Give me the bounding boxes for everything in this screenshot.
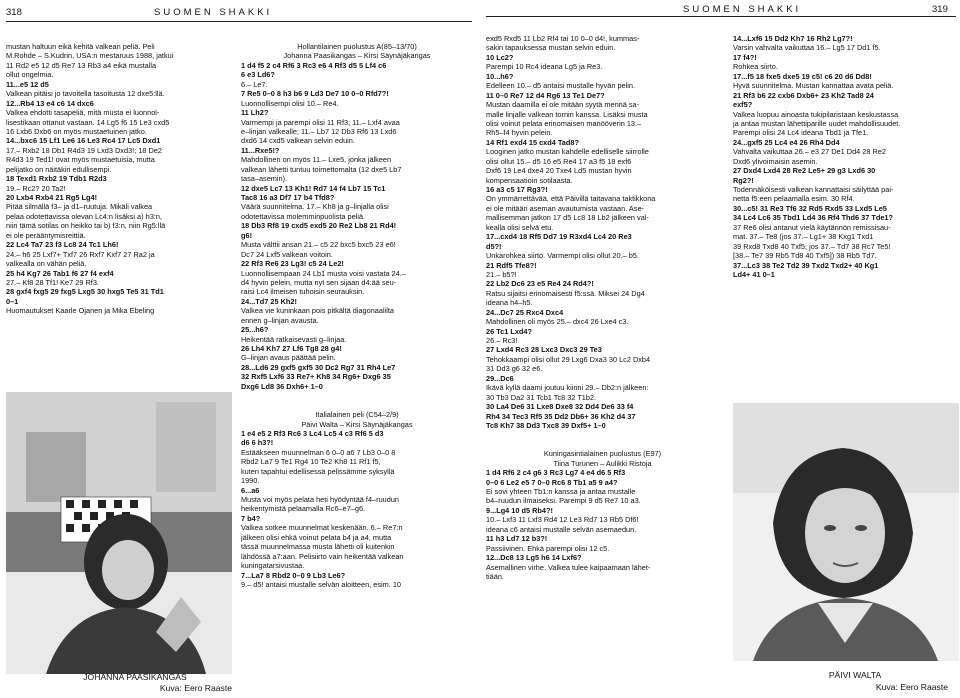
text-line: Italialainen peli (C54–2/9) bbox=[315, 410, 399, 420]
text-line: d5?! bbox=[486, 241, 502, 251]
text-line: 12 dxe5 Lc7 13 Kh1! Rd7 14 f4 Lb7 15 Tc1 bbox=[241, 183, 386, 193]
photo-caption-johanna: JOHANNA PAASIKANGAS bbox=[83, 672, 187, 682]
text-line: Todennäköisesti valkean kannattaisi säilyttää pai- bbox=[733, 185, 894, 194]
text-line: 12...Rb4 13 e4 c6 14 dxc6 bbox=[6, 98, 94, 108]
header-rule-right bbox=[486, 16, 956, 17]
photo-credit-left: Kuva: Eero Raaste bbox=[159, 683, 232, 693]
text-line: dxd6 14 cxd5 valkean selvin eduin. bbox=[241, 136, 355, 146]
text-line: Rh5–f4 hyvin pelein. bbox=[486, 128, 553, 138]
text-line: lisestikaan ottanut vastaan. 14 Lg5 f6 15 Le3 cxd5 bbox=[6, 117, 170, 127]
text-line: Väärä suunnitelma. 17.– Kh8 ja g–linjalla olisi bbox=[241, 202, 389, 212]
text-line: 21 Rdf5 Tfe8?! bbox=[486, 260, 537, 270]
text-line: ollut ongelmia. bbox=[6, 70, 54, 80]
text-line: kealla olisi selvä etu. bbox=[486, 222, 554, 232]
text-line: G–linjan avaus päättää pelin. bbox=[241, 353, 336, 363]
text-line: valkean lähetti tuntuu toimettomalta (12 dxe5 Lb7 bbox=[241, 164, 402, 174]
text-line: Ei sovi yhteen Tb1:n kanssa ja antaa mustalle bbox=[486, 487, 636, 496]
text-line: Rohkea siirto. bbox=[733, 62, 778, 72]
text-line: Päivi Walta – Kirsi Säynäjäkangas bbox=[301, 419, 413, 429]
text-line: 9...Lg4 10 d5 Rb4?! bbox=[486, 505, 553, 515]
text-line: Valkea sotkee muunnelmat keskenään. 6.– Re7:n bbox=[241, 523, 403, 533]
text-line: odotettavissa molemminpuolista peliä. bbox=[241, 211, 366, 221]
text-line: mallisemman jatkon 17 d5 Lc8 18 Lb2 jälkeen val- bbox=[486, 213, 649, 223]
text-line: Looginen jatko mustan kahdelle edelliselle siirrolle bbox=[486, 147, 649, 157]
text-line: ideana c6 antaisi mustalle selvän asemaedun. bbox=[486, 524, 637, 534]
text-line: netta f5:een pelaamalla esim. 30 Rf4. bbox=[733, 194, 855, 204]
text-line: 17...cxd4 18 Rf5 Dd7 19 R3xd4 Lc4 20 Re3 bbox=[486, 232, 632, 242]
text-line: 32 Rxf5 Lxf6 33 Re7+ Kh8 34 Rg6+ Dxg6 35 bbox=[241, 372, 391, 382]
text-line: lähdössä a7:aan. Pelisiirto vain heikentää valkean bbox=[241, 551, 404, 561]
text-line: R4d3 19 Ted1! ovat myös mustaetuisia, mutta bbox=[6, 155, 155, 165]
right-column-1 bbox=[486, 34, 719, 698]
text-line: 17.– Rxb2 18 Db1 R4d3 19 Lxd3 Dxd3!; 18 De2 bbox=[6, 145, 162, 155]
text-line: 16 Lxb6 Dxb6 on myös mustaetuinen jatko. bbox=[6, 126, 147, 136]
photo-image bbox=[733, 403, 959, 661]
text-line: 30 La4 De6 31 Lxe8 Dxe8 32 Dd4 De6 33 f4 bbox=[486, 402, 634, 412]
text-line: 24...Td7 25 Kh2! bbox=[241, 296, 297, 306]
header-rule-left bbox=[6, 21, 472, 22]
text-line: M.Rohde – S.Kudrin, USA:n mestaruus 1988, jatkui bbox=[6, 51, 174, 61]
text-line: 16 a3 c5 17 Rg3?! bbox=[486, 185, 548, 194]
text-line: 11 h3 Ld7 12 b3?! bbox=[486, 534, 548, 544]
text-line: Johanna Paasikangas – Kirsi Säynäjäkangas bbox=[283, 51, 431, 61]
spacer bbox=[486, 440, 719, 449]
text-line: 30...c5! 31 Re3 Tf6 32 Rd5 Rxd5 33 Lxd5 Le5 bbox=[733, 203, 887, 213]
text-line: Passiivinen. Ehkä parempi olisi 12 c5. bbox=[486, 543, 610, 553]
text-line: 6 e3 Ld6? bbox=[241, 70, 275, 80]
text-line: exf5? bbox=[733, 100, 753, 110]
text-line: 27.– Kf8 28 Tf1! Ke7 29 Rf3. bbox=[6, 277, 99, 287]
text-line: Varmempi ja parempi olisi 11 Rf3; 11.– Lxf4 avaa bbox=[241, 117, 400, 127]
text-line: 0–0 6 Le2 e5 7 0–0 Rc6 8 Tb1 a5 9 a4? bbox=[486, 477, 618, 487]
text-line: 14...Lxf6 15 Dd2 Kh7 16 Rh2 Lg7?! bbox=[733, 34, 853, 43]
spacer bbox=[486, 430, 719, 439]
text-line: Mustan daamilla ei ole mitään syytä mennä sa- bbox=[486, 100, 640, 110]
text-line: Estääkseen muunnelman 6 0–0 a6 7 Lb3 0–0 8 bbox=[241, 447, 396, 457]
text-line: mat. 37.– Te8 (jos 37.– Lg1+ 38 Kxg1 Txd1 bbox=[733, 232, 874, 242]
text-line: 1 d4 Rf6 2 c4 g6 3 Rc3 Lg7 4 e4 d6 5 Rf3 bbox=[486, 468, 626, 478]
text-line: 31 Dd3 g6 32 e6. bbox=[486, 364, 543, 374]
text-line: Ratsu sijaitsi erinomaisesti f5:ssä. Miksei 24 Dg4 bbox=[486, 288, 645, 298]
text-line: d6 6 h3?! bbox=[241, 438, 274, 448]
text-line: 7...La7 8 Rbd2 0–0 9 Lb3 Le6? bbox=[241, 570, 346, 580]
text-line: 39 Rxd8 Txd8 40 Txf5; jos 37.– Td7 38 Rc7 Te5! bbox=[733, 241, 891, 251]
text-line: Ikävä kyllä daami joutuu kiinni 29.– Db2:n jälkeen: bbox=[486, 383, 649, 393]
text-line: 17 f4?! bbox=[733, 52, 757, 62]
text-line: malle linjalle valkean tornin kanssa. Lisäksi musta bbox=[486, 109, 648, 119]
photo-johanna-paasikangas bbox=[6, 392, 232, 674]
text-line: Tehokkaampi olisi ollut 29 Lxg6 Dxa3 30 Lc2 Dxb4 bbox=[486, 354, 651, 364]
text-line: 24.– h6 25 Lxf7+ Txf7 26 Rxf7 Kxf7 27 Ra2 ja bbox=[6, 249, 155, 259]
text-line: 7 Re5 0–0 8 h3 b6 9 Ld3 De7 10 0–0 Rfd7?! bbox=[241, 89, 389, 99]
text-line: 0–1 bbox=[6, 296, 19, 306]
text-line: 14 Rf1 exd4 15 cxd4 Tad8? bbox=[486, 137, 579, 147]
text-line: 30 Tb3 Da2 31 Tcb1 Tc8 32 T1b2. bbox=[486, 392, 597, 402]
text-line: Asemallinen virhe. Valkea tulee kaipaamaan lähet- bbox=[486, 562, 651, 572]
text-line: heikentymistä pelaamalla Rc6–e7–g6. bbox=[241, 504, 366, 514]
text-line: jälkeen olisi ehkä voinut pelata b4 ja a4, mutta bbox=[241, 532, 392, 542]
text-line: Kuningasintialainen puolustus (E97) bbox=[543, 449, 662, 459]
text-line: tasa–asemin). bbox=[241, 174, 288, 184]
text-line: Rg2?! bbox=[733, 175, 754, 185]
text-line: ideana h4–h5. bbox=[486, 298, 533, 308]
text-line: ja antaa mustan lähettiparille uudet mahdollisuudet. bbox=[733, 118, 901, 128]
text-line: 28 gxf4 fxg5 29 fxg5 Lxg5 30 hxg5 Te5 31 Td1 bbox=[6, 287, 164, 297]
page-number-right: 319 bbox=[932, 4, 948, 15]
text-line: Pitää silmällä f3– ja d1–ruutuja. Mikäli valkea bbox=[6, 202, 153, 212]
text-line: Hollantilainen puolustus A(85–13/70) bbox=[297, 42, 417, 51]
text-line: Valkea luopuu ainoasta tukipilaristaan keskustassa bbox=[733, 109, 899, 119]
text-line: pelaa odotettavissa olevan Lc4:n lisäksi a) h3:n, bbox=[6, 211, 162, 221]
running-head-left: SUOMEN SHAKKI bbox=[154, 7, 273, 18]
spacer bbox=[241, 391, 473, 400]
text-line: 19.– Rc2? 20 Ta2! bbox=[6, 183, 66, 193]
text-line: 7 b4? bbox=[241, 513, 261, 523]
text-line: On ymmärrettävää, että Päivillä taitavana taktikkona bbox=[486, 194, 656, 204]
text-line: 26 Tc1 Lxd4? bbox=[486, 326, 532, 336]
text-line: Mahdollinen oli myös 25.– dxc4 26 Lxe4 c3. bbox=[486, 317, 629, 327]
text-line: 21 Rf3 b6 22 cxb6 Dxb6+ 23 Kh2 Tad8 24 bbox=[733, 90, 874, 100]
text-line: mustan haltuun eikä kehitä valkean peliä. Peli bbox=[6, 42, 155, 51]
text-line: Mahdollinen on myös 11.– Lxe5, jonka jälkeen bbox=[241, 155, 392, 165]
text-line: ei ole perääntymisreittiä. bbox=[6, 230, 86, 240]
text-line: 37 Re6 olisi antanut vielä käytännön remissisau- bbox=[733, 222, 891, 232]
left-column-1 bbox=[6, 42, 232, 372]
text-line: Ld4+ 41 0–1 bbox=[733, 269, 775, 279]
text-line: Valkean pitäisi jo tavoitella tasoitusta 12 dxe5:llä. bbox=[6, 89, 165, 99]
text-line: 24...Dc7 25 Rxc4 Dxc4 bbox=[486, 307, 564, 317]
text-line: tässä muunnelmassa musta lähetti oli kuitenkin bbox=[241, 542, 395, 552]
text-line: Luonnollisempi olisi 10.– Re4. bbox=[241, 98, 339, 108]
text-line: Dxg6 Ld8 36 Dxh6+ 1–0 bbox=[241, 381, 323, 391]
spacer bbox=[241, 401, 473, 410]
text-line: 10.– Lxf3 11 Lxf3 Rd4 12 Le3 Rd7 13 Rb5 Df6! bbox=[486, 515, 639, 525]
text-line: 34 Lc4 Lc6 35 Tbd1 Ld4 36 Rf4 Thd6 37 Tde1? bbox=[733, 213, 893, 223]
text-line: ennen g–linjan avausta. bbox=[241, 315, 319, 325]
text-line: 10 Lc2? bbox=[486, 52, 514, 62]
text-line: 11...Rxe5!? bbox=[241, 145, 280, 155]
text-line: Tiina Turunen – Aulikki Ristoja bbox=[553, 458, 652, 468]
text-line: Edelleen 10.– d5 antaisi mustalle hyvän pelin. bbox=[486, 81, 636, 91]
text-line: 27 Lxd4 Rc3 28 Lxc3 Dxc3 29 Te3 bbox=[486, 345, 602, 355]
text-line: Parempi olisi 24 Lc4 ideana Tbd1 ja Tfe1. bbox=[733, 128, 869, 138]
text-line: 25...h6? bbox=[241, 325, 269, 335]
text-line: 1 d4 f5 2 c4 Rf6 3 Rc3 e6 4 Rf3 d5 5 Lf4 c6 bbox=[241, 60, 387, 70]
text-line: 11 0–0 Re7 12 d4 Rg6 13 Te1 De7? bbox=[486, 90, 605, 100]
text-line: 6...a6 bbox=[241, 485, 260, 495]
text-line: 14...bxc6 15 Lf1 Le6 16 Le3 Rc4 17 Lc5 Dxd1 bbox=[6, 136, 161, 146]
text-line: raisi Lc4 ilmeisen tuhoisin seurauksin. bbox=[241, 287, 365, 297]
text-line: 22 Lc4 Ta7 23 f3 Lc8 24 Tc1 Lh6! bbox=[6, 240, 119, 250]
text-line: 1990. bbox=[241, 476, 260, 486]
text-line: olisi voinut pelata erinomaisen manööverin 13.– bbox=[486, 118, 642, 128]
text-line: 26.– Rc3! bbox=[486, 336, 518, 345]
text-line: 21.– b5?! bbox=[486, 269, 517, 279]
text-line: Valkea ehdotti tasapeliä, mitä musta ei luonnol- bbox=[6, 108, 160, 118]
text-line: Hyvä suunnitelma. Mustan kannattaa avata peliä. bbox=[733, 81, 894, 91]
text-line: tiään. bbox=[486, 571, 504, 581]
running-head-right: SUOMEN SHAKKI bbox=[683, 4, 802, 15]
text-line: [38.– Te7 39 Rb5 Td8 40 Txf5]) 38 Rb5 Td7. bbox=[733, 251, 877, 261]
text-line: 9.– d5! antaisi mustalle selvän aloitteen, esim. 10 bbox=[241, 579, 402, 589]
text-line: Dxd6 ylivoimaisin asemin. bbox=[733, 156, 818, 166]
text-line: Heikentää ratkaisevasti g–linjaa. bbox=[241, 334, 347, 344]
text-line: 29...Dc6 bbox=[486, 373, 514, 383]
text-line: Musta välttii ansan 21.– c5 22 bxc5 bxc5 23 e6! bbox=[241, 240, 396, 250]
text-line: Varsin vahvalta vaikuttaa 16.– Lg5 17 Dd1 f5. bbox=[733, 43, 881, 53]
photo-credit-right: Kuva: Eero Raaste bbox=[875, 682, 948, 692]
text-line: 11 Lh2? bbox=[241, 108, 269, 118]
text-line: Tac8 16 a3 Df7 17 b4 Tfd8? bbox=[241, 193, 335, 202]
text-line: kuningatarsivustaa. bbox=[241, 561, 305, 571]
text-line: sakin tapauksessa mustan selvin eduin. bbox=[486, 43, 616, 53]
text-line: valkealla on vähän peliä. bbox=[6, 259, 87, 269]
text-line: Rh4 34 Tec3 Rf5 35 Dd2 Db6+ 36 Kh2 d4 37 bbox=[486, 411, 636, 421]
text-line: b4–ruudun ilmaiseksi. Parempi 9 d5 Re7 10 a3. bbox=[486, 496, 641, 506]
page-number-left: 318 bbox=[6, 7, 22, 18]
text-line: e–linjan valkealle; 11.– Lb7 12 Db3 Rf6 13 Lxd6 bbox=[241, 126, 397, 136]
text-line: 26 Lh4 Kh7 27 Lf6 Tg8 28 g4! bbox=[241, 344, 342, 353]
text-line: Tc8 Kh7 38 Dd3 Txc8 39 Dxf5+ 1–0 bbox=[486, 420, 606, 430]
text-line: Unkarohkea siirto. Varmempi olisi ollut 20.– b5. bbox=[486, 251, 639, 261]
photo-paivi-walta bbox=[733, 403, 959, 661]
text-line: 25 h4 Kg7 26 Tab1 f6 27 f4 exf4 bbox=[6, 268, 114, 278]
text-line: Parempi 10 Rc4 ideana Lg5 ja Re3. bbox=[486, 62, 603, 72]
text-line: 22 Lb2 Dc6 23 e5 Re4 24 Rd4?! bbox=[486, 279, 594, 289]
text-line: Musta voi myös pelata heti hyödyntää f4–ruudun bbox=[241, 495, 399, 504]
text-line: 18 Db3 Rf8 19 cxd5 exd5 20 Re2 Lb8 21 Rd4! bbox=[241, 221, 397, 231]
text-line: 6.– Le7. bbox=[241, 79, 268, 89]
text-line: 1 e4 e5 2 Rf3 Rc6 3 Lc4 Lc5 4 c3 Rf6 5 d3 bbox=[241, 428, 384, 438]
text-line: Rbd2 La7 9 Te1 Rg4 10 Te2 Kh8 11 Rf1 f5, bbox=[241, 457, 381, 467]
text-line: exd5 Rxd5 11 Lb2 Rf4 tai 10 0–0 d4!, kummas- bbox=[486, 34, 640, 43]
text-line: 27 Dxd4 Lxd4 28 Re2 Le5+ 29 g3 Lxd6 30 bbox=[733, 166, 876, 176]
text-line: Vahvalta vaikuttaa 26.– e3 27 De1 Dd4 28 Re2 bbox=[733, 147, 886, 157]
text-line: Dc7 24 Lxf5 valkean voitoin. bbox=[241, 249, 333, 259]
text-line: 10...h6? bbox=[486, 71, 514, 81]
text-line: olisi ollut 15.– d5 16 e5 Re4 17 a3 f5 18 exf6 bbox=[486, 156, 632, 166]
text-line: 22 Rf3 Re6 23 Lg3! c5 24 Le2! bbox=[241, 259, 344, 269]
text-line: 20 Lxb4 Rxb4 21 Rg5 Lg4! bbox=[6, 193, 98, 202]
text-line: kuten tapahtui edellisessä pelissämme syksyllä bbox=[241, 466, 395, 476]
text-line: 37...Lc3 38 Te2 Td2 39 Txd2 Txd2+ 40 Kg1 bbox=[733, 260, 879, 270]
text-line: Dxf6 19 Le4 dxe4 20 Txe4 Ld5 mustan hyvin bbox=[486, 166, 632, 176]
text-line: 24...gxf5 25 Lc4 e4 26 Rh4 Dd4 bbox=[733, 137, 840, 147]
text-line: 12...Dc8 13 Lg5 h6 14 Lxf6? bbox=[486, 553, 582, 563]
text-line: pelijatko on näitäkin edullisempi. bbox=[6, 164, 112, 174]
text-line: 18 Texd1 Rxb2 19 Tdb1 R2d3 bbox=[6, 174, 107, 184]
photo-image bbox=[6, 392, 232, 674]
text-line: Valkea vie kuninkaan pois pitkältä diagonaalilta bbox=[241, 306, 394, 316]
text-line: 11 Rd2 e5 12 d5 Re7 13 Rb3 a4 eikä mustalla bbox=[6, 60, 157, 70]
text-line: ei ole mitään aseman avautumista vastaan. Ase- bbox=[486, 203, 644, 213]
text-line: 28...Ld6 29 gxf5 gxf5 30 Dc2 Rg7 31 Rh4 Le7 bbox=[241, 362, 396, 372]
text-line: Luonnollisempaan 24 Lb1 musta voisi vastata 24.– bbox=[241, 268, 406, 278]
text-line: 17...f5 18 fxe5 dxe5 19 c5! c6 20 d6 Dd8! bbox=[733, 71, 872, 81]
text-line: 11...e5 12 d5 bbox=[6, 79, 49, 89]
photo-caption-paivi: PÄIVI WALTA bbox=[828, 670, 882, 680]
text-line: g6! bbox=[241, 230, 253, 240]
text-line: niin tämä sotilas on heikko tai b) f3:n, niin Rg5:llä bbox=[6, 221, 166, 231]
left-column-2 bbox=[241, 42, 473, 698]
text-line: kompensaatioin sotilaasta. bbox=[486, 175, 573, 185]
text-line: d4 hyvin pelein, mutta nyt sen sijaan d4:ää seu- bbox=[241, 277, 397, 287]
text-line: Huomautukset Kaarle Ojanen ja Mika Ebeling bbox=[6, 306, 155, 316]
right-column-2 bbox=[733, 34, 959, 284]
